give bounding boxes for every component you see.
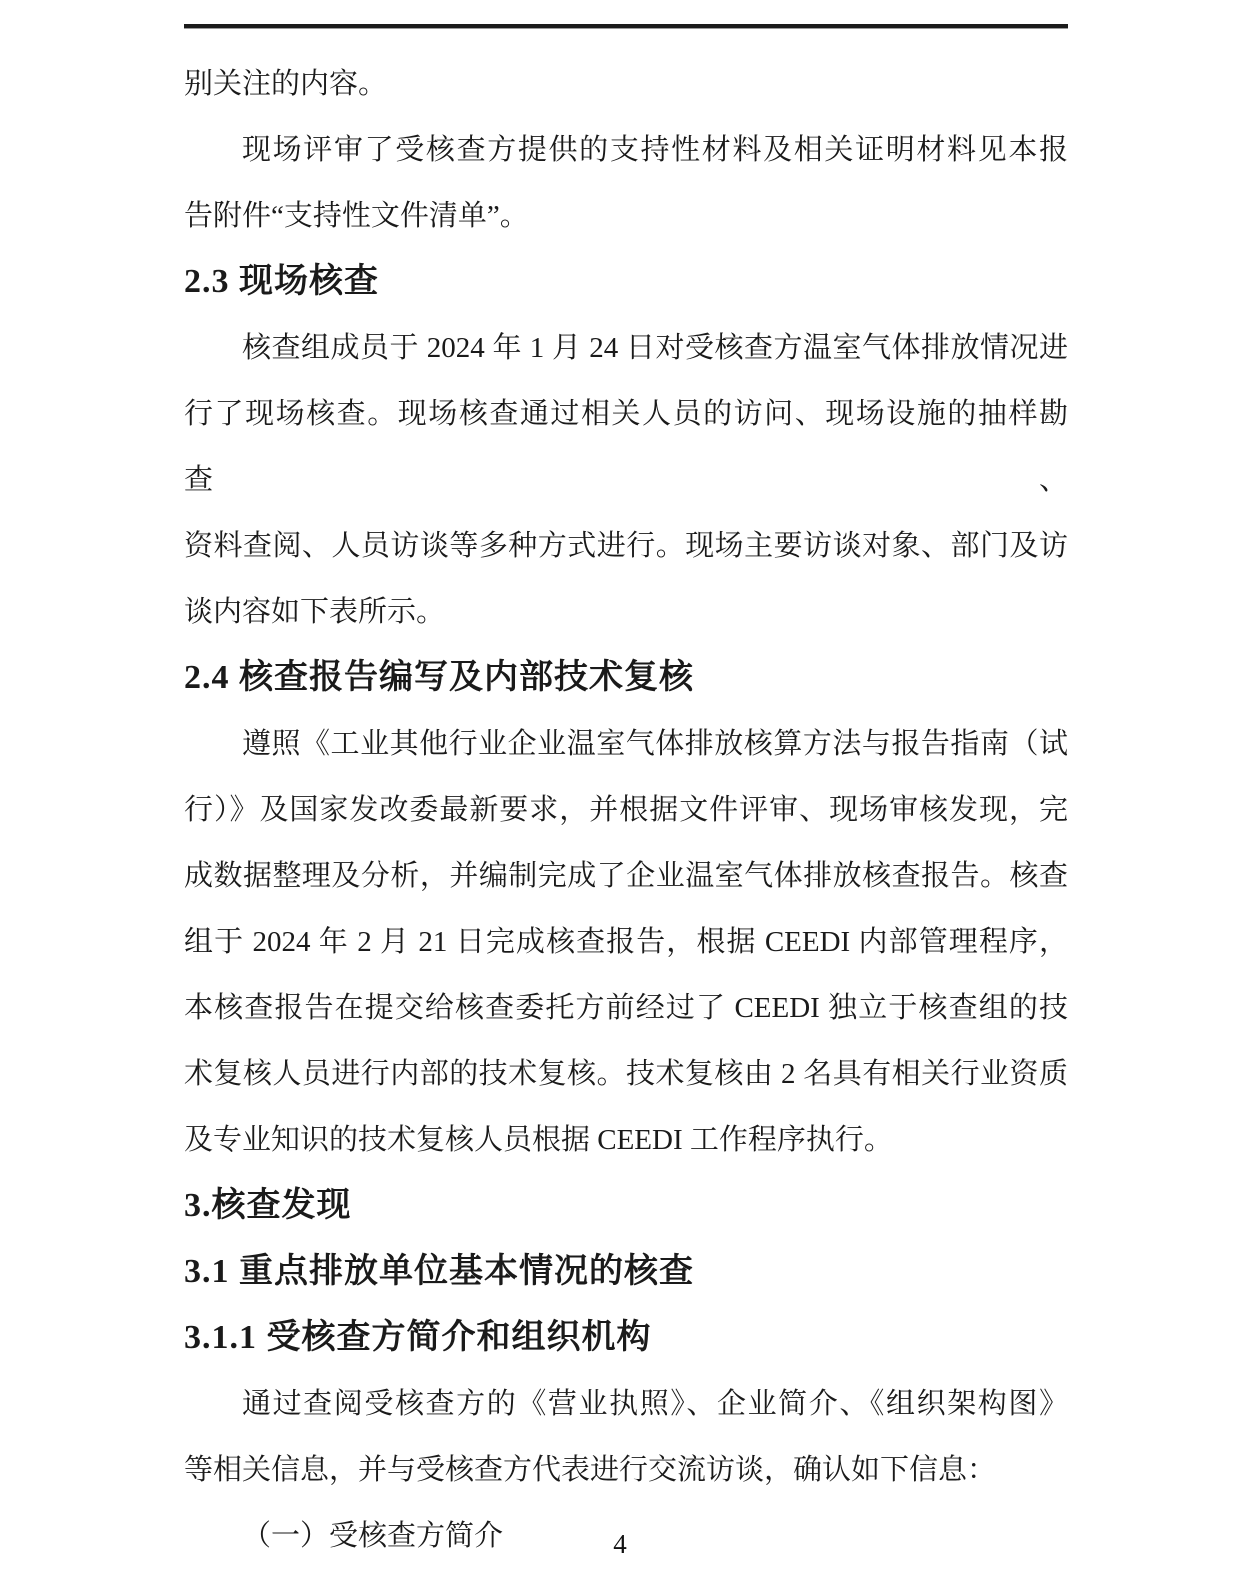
text-line: 现场评审了受核查方提供的支持性材料及相关证明材料见本报 <box>242 134 1068 166</box>
heading-2-3: 2.3 现场核查 <box>184 263 379 300</box>
text-line: 行）》及国家发改委最新要求，并根据文件评审、现场审核发现，完 <box>184 794 1068 826</box>
text-line: 组于 2024 年 2 月 21 日完成核查报告，根据 CEEDI 内部管理程序， <box>184 926 1068 958</box>
heading-3-1: 3.1 重点排放单位基本情况的核查 <box>184 1253 694 1290</box>
text-line: 行了现场核查。现场核查通过相关人员的访问、现场设施的抽样勘查、 <box>184 398 1068 496</box>
text-line: 别关注的内容。 <box>184 68 388 100</box>
text-line: 谈内容如下表所示。 <box>184 596 446 628</box>
text-line: 等相关信息，并与受核查方代表进行交流访谈，确认如下信息： <box>184 1454 997 1486</box>
text-line: 术复核人员进行内部的技术复核。技术复核由 2 名具有相关行业资质 <box>184 1058 1068 1090</box>
heading-2-4: 2.4 核查报告编写及内部技术复核 <box>184 659 694 696</box>
text-line: 通过查阅受核查方的《营业执照》、企业简介、《组织架构图》 <box>242 1388 1068 1420</box>
text-line: 成数据整理及分析，并编制完成了企业温室气体排放核查报告。核查 <box>184 860 1068 892</box>
text-line: （一）受核查方简介 <box>242 1520 504 1552</box>
text-line: 告附件“支持性文件清单”。 <box>184 200 529 232</box>
page-number: 4 <box>613 1529 627 1559</box>
text-line: 遵照《工业其他行业企业温室气体排放核算方法与报告指南（试 <box>242 728 1068 760</box>
text-line: 核查组成员于 2024 年 1 月 24 日对受核查方温室气体排放情况进 <box>242 332 1068 364</box>
header-rule <box>184 24 1068 29</box>
heading-3: 3.核查发现 <box>184 1187 352 1224</box>
content-column <box>184 51 1068 1569</box>
heading-3-1-1: 3.1.1 受核查方简介和组织机构 <box>184 1319 652 1356</box>
text-line: 本核查报告在提交给核查委托方前经过了 CEEDI 独立于核查组的技 <box>184 992 1068 1024</box>
text-line: 及专业知识的技术复核人员根据 CEEDI 工作程序执行。 <box>184 1124 893 1156</box>
text-line: 资料查阅、人员访谈等多种方式进行。现场主要访谈对象、部门及访 <box>184 530 1068 562</box>
